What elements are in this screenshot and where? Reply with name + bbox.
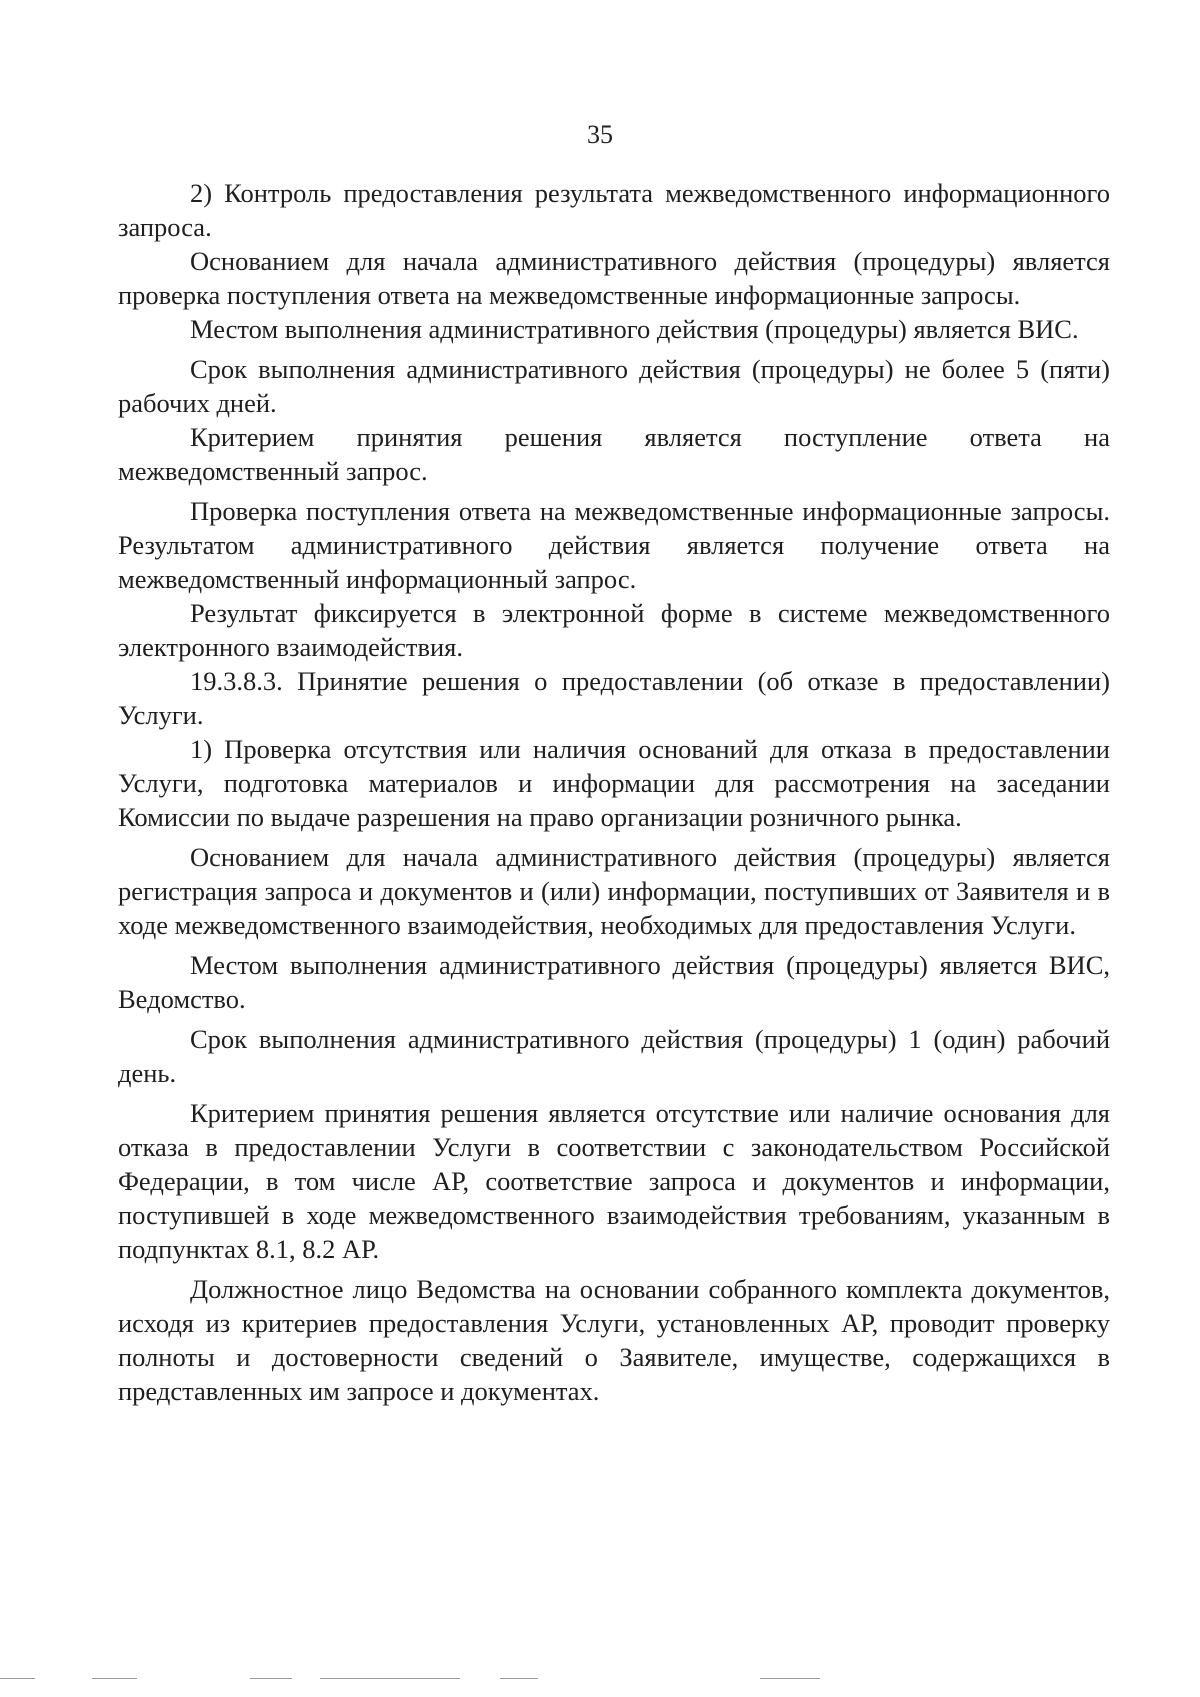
document-body (118, 176, 1110, 1408)
scan-edge-line (250, 1678, 292, 1679)
scan-edge-line (760, 1678, 820, 1679)
scan-edge-line (0, 1678, 35, 1679)
paragraph-section-heading: 19.3.8.3. Принятие решения о предоставлении (об отказе в предоставлении) Услуги. (118, 666, 1110, 730)
paragraph-basis: Основанием для начала административного действия (процедуры) является проверка поступления ответа на межведомственные информационные запросы. (118, 246, 1110, 310)
scan-edge-line (92, 1678, 137, 1679)
paragraph-decision-criterion: Критерием принятия решения является отсутствие или наличие основания для отказа в предоставлении Услуги в соответствии с законодательством Российской Федерации, в том числе АР, соответствие запроса и документов и информации, поступившей в ходе межведомственного взаимодействия требованиям, указанным в подпунктах 8.1, 8.2 АР. (118, 1098, 1110, 1264)
paragraph-deadline-one-day: Срок выполнения административного действия (процедуры) 1 (один) рабочий день. (118, 1024, 1110, 1088)
paragraph-basis-registration: Основанием для начала административного действия (процедуры) является регистрация запроса и документов и (или) информации, поступивших от Заявителя и в ходе межведомственного взаимодействия, необходимых для предоставления Услуги. (118, 842, 1110, 940)
scan-edge-line (500, 1678, 538, 1679)
paragraph-deadline: Срок выполнения административного действия (процедуры) не более 5 (пяти) рабочих дней. (118, 354, 1110, 418)
paragraph-place: Местом выполнения административного действия (процедуры) является ВИС. (190, 314, 1079, 344)
page-number: 35 (587, 120, 613, 149)
paragraph-place-vis-agency: Местом выполнения административного действия (процедуры) является ВИС, Ведомство. (118, 950, 1110, 1014)
paragraph-official-check: Должностное лицо Ведомства на основании собранного комплекта документов, исходя из критериев предоставления Услуги, установленных АР, проводит проверку полноты и достоверности сведений о Заявителе, имуществе, содержащихся в представленных им запросе и документах. (118, 1274, 1110, 1406)
paragraph-criterion: Критерием принятия решения является поступление ответа на межведомственный запрос. (118, 422, 1110, 486)
paragraph-control-result: 2) Контроль предоставления результата межведомственного информационного запроса. (118, 178, 1110, 242)
paragraph-check-grounds: 1) Проверка отсутствия или наличия оснований для отказа в предоставлении Услуги, подготовка материалов и информации для рассмотрения на заседании Комиссии по выдаче разрешения на право организации розничного рынка. (118, 734, 1110, 832)
paragraph-record: Результат фиксируется в электронной форме в системе межведомственного электронного взаимодействия. (118, 598, 1110, 662)
scan-edge-line (320, 1678, 460, 1679)
paragraph-check-result: Проверка поступления ответа на межведомственные информационные запросы. Результатом административного действия является получение ответа на межведомственный информационный запрос. (118, 496, 1110, 594)
